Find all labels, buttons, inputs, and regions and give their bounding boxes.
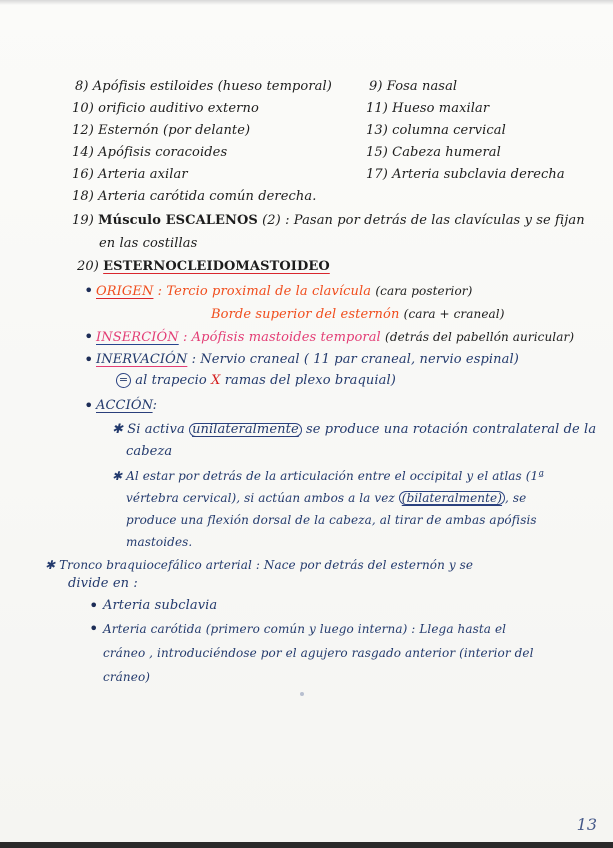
item-13 — [366, 123, 506, 139]
item-19-continuation: en las costillas — [99, 236, 198, 251]
item-19-title: Músculo ESCALENOS — [98, 213, 258, 228]
accion-point-2-line-4: mastoides. — [126, 535, 193, 549]
tronco-asterisk-icon: ✱ — [45, 558, 56, 572]
tronco-line-2: divide en : — [68, 576, 138, 591]
item-16 — [72, 167, 188, 183]
item-16-number: 16) — [72, 167, 94, 182]
insercion-label: INSERCIÓN — [96, 330, 179, 345]
inervacion-label: INERVACIÓN — [96, 352, 188, 367]
accion-point-1-cont: cabeza — [126, 444, 173, 459]
origen-row-2 — [211, 306, 505, 323]
insercion-row: INSERCIÓN : Apófisis mastoides temporal (detrás del pabellón auricular) — [96, 330, 575, 345]
item-17 — [366, 167, 565, 183]
accion-label: ACCIÓN — [96, 398, 153, 413]
item-19-number: 19) — [72, 213, 94, 228]
item-13-number: 13) — [366, 123, 388, 138]
item-18 — [72, 189, 316, 205]
accion-point-2-line-1 — [112, 468, 544, 484]
accion-heading: ACCIÓN: — [96, 398, 158, 413]
origen-note-1: (cara posterior) — [375, 284, 473, 298]
accion-point-2-prefix: vértebra cervical), si actúan ambos a la vez — [126, 491, 395, 505]
inervacion-x-mark: X — [211, 373, 221, 388]
insercion-text: Apófisis mastoides temporal — [191, 330, 381, 345]
item-12 — [72, 123, 250, 139]
tronco-line-1 — [45, 557, 473, 573]
item-20-title: ESTERNOCLEIDOMASTOIDEO — [103, 259, 330, 274]
origen-row: ORIGEN : Tercio proximal de la clavícula (cara posterior) — [96, 284, 473, 299]
inervacion-bullet: • — [84, 350, 94, 369]
page-number: 13 — [576, 815, 597, 834]
tronco-item-2-line-2 — [103, 645, 534, 661]
item-10 — [72, 101, 259, 117]
item-17-text: Arteria subclavia derecha — [392, 167, 565, 182]
scan-bottom-edge — [0, 842, 613, 848]
inervacion-subtext: al trapecio — [135, 373, 207, 388]
inervacion-subrow — [116, 373, 396, 389]
item-11-number: 11) — [366, 101, 388, 116]
insercion-bullet: • — [84, 327, 94, 346]
item-12-number: 12) — [72, 123, 94, 138]
origen-note-2: (cara + craneal) — [403, 307, 505, 321]
bilateral-keyword: (bilateralmente) — [399, 491, 505, 505]
inervacion-subrest: ramas del plexo braquial) — [224, 373, 396, 388]
unilateral-keyword: unilateralmente — [189, 423, 302, 437]
tronco-item-2-line-3: cráneo) — [103, 670, 151, 684]
item-9-text: Fosa nasal — [386, 79, 458, 94]
accion-point-2-suffix: , se — [505, 491, 527, 505]
item-9 — [369, 79, 457, 95]
item-8-number: 8) — [75, 79, 89, 94]
ink-dot — [300, 692, 304, 696]
item-16-text: Arteria axilar — [98, 167, 188, 182]
item-15 — [366, 145, 501, 161]
accion-bullet: • — [84, 396, 94, 415]
item-9-number: 9) — [369, 79, 383, 94]
item-19 — [72, 213, 585, 229]
accion-point-2-line-3: produce una flexión dorsal de la cabeza, al tirar de ambas apófisis — [126, 513, 537, 527]
item-14-number: 14) — [72, 145, 94, 160]
asterisk-icon-2: ✱ — [112, 469, 123, 483]
item-14 — [72, 145, 227, 161]
minus-circle-icon: = — [116, 373, 131, 388]
item-11 — [366, 101, 489, 117]
item-8-text: Apófisis estiloides (hueso temporal) — [92, 79, 332, 94]
item-17-number: 17) — [366, 167, 388, 182]
tronco-item-1: Arteria subclavia — [103, 598, 218, 613]
item-19-text: : Pasan por detrás de las clavículas y se fijan — [285, 213, 585, 228]
accion-point-1-prefix: Si activa — [127, 422, 185, 437]
tronco-item-2-bullet: • — [89, 619, 99, 638]
item-10-number: 10) — [72, 101, 94, 116]
accion-point-2-text-1: Al estar por detrás de la articulación entre el occipital y el atlas (1ª — [126, 469, 545, 483]
item-18-number: 18) — [72, 189, 94, 204]
origen-bullet: • — [84, 281, 94, 300]
origen-label: ORIGEN — [96, 284, 154, 299]
item-10-text: orificio auditivo externo — [98, 101, 259, 116]
insercion-note: (detrás del pabellón auricular) — [385, 330, 575, 344]
tronco-text-1: Tronco braquiocefálico arterial : Nace por detrás del esternón y se — [59, 558, 474, 572]
tronco-item-1-bullet: • — [89, 596, 99, 615]
accion-point-2-line-2 — [126, 490, 526, 506]
asterisk-icon: ✱ — [112, 422, 123, 437]
tronco-item-2-line-1: Arteria carótida (primero común y luego interna) : Llega hasta el — [103, 622, 507, 636]
item-8 — [75, 79, 332, 95]
tronco-item-2-text-2: cráneo , introduciéndose por el agujero rasgado anterior (interior del — [103, 646, 534, 660]
accion-point-1 — [112, 422, 596, 438]
top-shadow — [0, 0, 613, 5]
item-13-text: columna cervical — [392, 123, 506, 138]
item-20-number: 20) — [77, 259, 99, 274]
item-15-number: 15) — [366, 145, 388, 160]
origen-line-1: Tercio proximal de la clavícula — [166, 284, 372, 299]
item-14-text: Apófisis coracoides — [98, 145, 228, 160]
item-12-text: Esternón (por delante) — [98, 123, 251, 138]
item-20 — [77, 259, 330, 275]
accion-point-1-rest: se produce una rotación contralateral de la — [305, 422, 597, 437]
item-15-text: Cabeza humeral — [392, 145, 501, 160]
inervacion-text: Nervio craneal ( 11 par craneal, nervio espinal) — [200, 352, 519, 367]
item-19-count: (2) — [262, 213, 281, 228]
item-11-text: Hueso maxilar — [392, 101, 490, 116]
inervacion-row: INERVACIÓN : Nervio craneal ( 11 par craneal, nervio espinal) — [96, 352, 519, 367]
item-18-text: Arteria carótida común derecha. — [98, 189, 317, 204]
origen-line-2: Borde superior del esternón — [211, 307, 400, 322]
